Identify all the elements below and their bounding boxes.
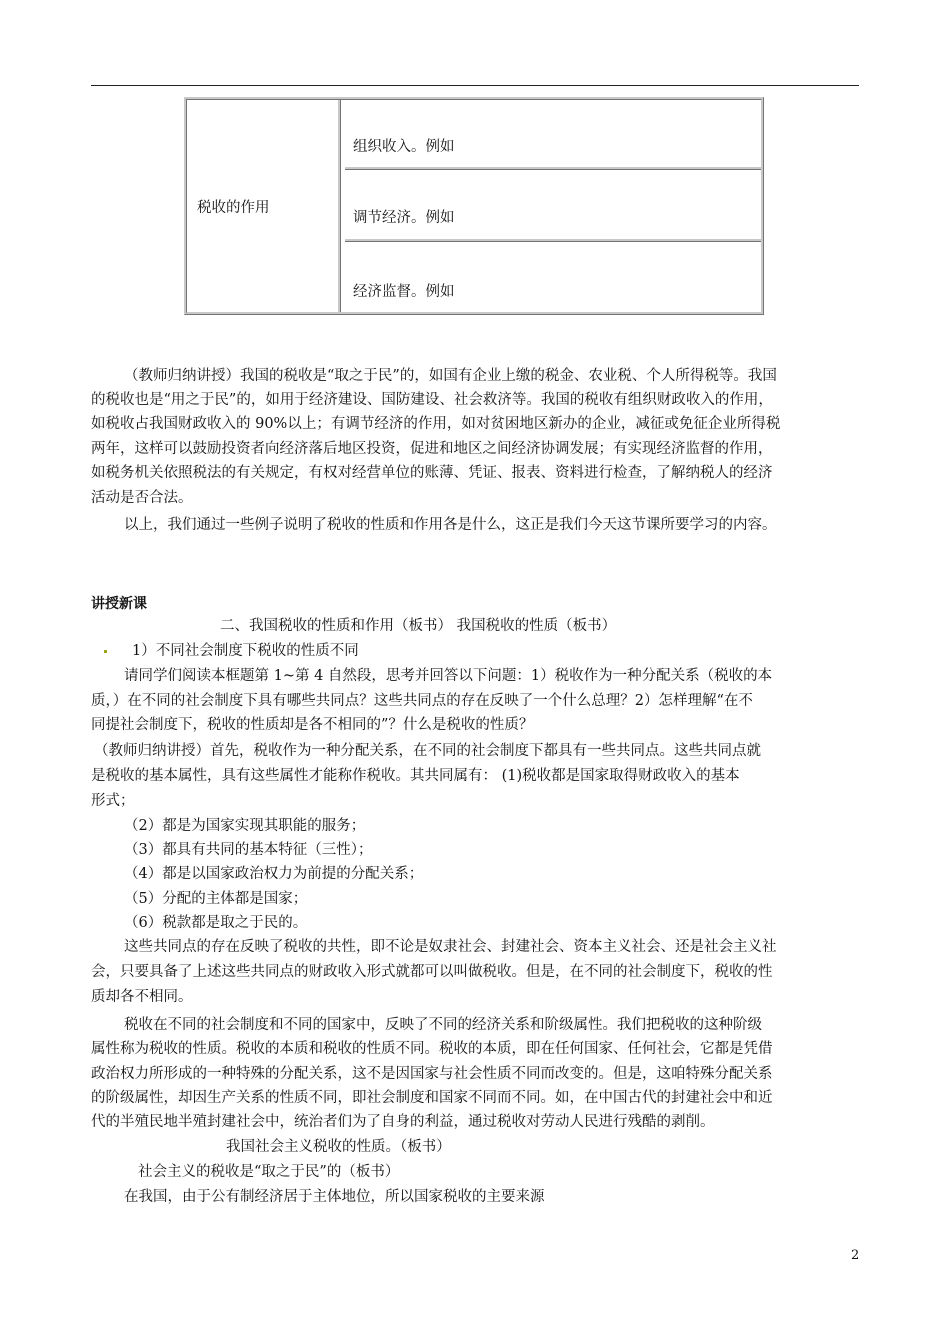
answer-line: （教师归纳讲授）首先，税收作为一种分配关系，在不同的社会制度下都具有一些共同点。这些共同点就 xyxy=(94,743,761,759)
item-heading: 1）不同社会制度下税收的性质不同 xyxy=(132,643,359,659)
answer-line: 形式； xyxy=(91,793,135,809)
page-number: 2 xyxy=(851,1248,860,1263)
point-item: （5）分配的主体都是国家； xyxy=(124,891,308,907)
nature-line: 税收在不同的社会制度和不同的国家中，反映了不同的经济关系和阶级属性。我们把税收的这种阶级 xyxy=(124,1017,762,1033)
point-item: （6）税款都是取之于民的。 xyxy=(124,915,308,931)
section-heading: 讲授新课 xyxy=(91,596,147,612)
nature-line: 属性称为税收的性质。税收的本质和税收的性质不同。税收的本质，即在任何国家、任何社会，它都是凭借 xyxy=(91,1041,773,1057)
intro-line: 如税收占我国财政收入的 90%以上；有调节经济的作用，如对贫困地区新办的企业，减征或免征企业所得税 xyxy=(91,416,781,432)
point-item: （3）都具有共同的基本特征（三性）； xyxy=(124,842,373,858)
table-row-label: 税收的作用 xyxy=(187,100,341,312)
table-cell-supervise: 经济监督。例如 xyxy=(353,283,455,300)
intro-line: （教师归纳讲授）我国的税收是“取之于民”的，如国有企业上缴的税金、农业税、个人所得税等。我国 xyxy=(124,368,777,384)
point-item: （2）都是为国家实现其职能的服务； xyxy=(124,818,366,834)
common-line: 这些共同点的存在反映了税收的共性，即不论是奴隶社会、封建社会、资本主义社会、还是社会主义社 xyxy=(124,939,777,955)
common-line: 质却各不相同。 xyxy=(91,989,193,1005)
header-rule xyxy=(91,85,859,86)
nature-line: 代的半殖民地半殖封建社会中，统治者们为了自身的利益，通过税收对劳动人民进行残酷的剥削。 xyxy=(91,1114,715,1130)
intro-line: 两年，这样可以鼓励投资者向经济落后地区投资，促进和地区之间经济协调发展；有实现经济监督的作用， xyxy=(91,441,773,457)
intro-line: 活动是否合法。 xyxy=(91,490,193,506)
point-item: （4）都是以国家政治权力为前提的分配关系； xyxy=(124,866,424,882)
table-cell-revenue: 组织收入。例如 xyxy=(345,102,761,170)
intro-summary: 以上，我们通过一些例子说明了税收的性质和作用各是什么，这正是我们今天这节课所要学习的内容。 xyxy=(124,517,777,533)
socialist-title: 我国社会主义税收的性质。（板书） xyxy=(226,1139,451,1155)
tax-role-table xyxy=(184,97,764,315)
answer-line: 是税收的基本属性，具有这些属性才能称作税收。其共同属有： (1)税收都是国家取得财政收入的基本 xyxy=(91,768,740,784)
socialist-subtitle: 社会主义的税收是“取之于民”的（板书） xyxy=(138,1164,400,1180)
question-line: 请同学们阅读本框题第 1~第 4 自然段，思考并回答以下问题：1）税收作为一种分配关系（税收的本 xyxy=(124,668,773,684)
intro-line: 的税收也是“用之于民”的，如用于经济建设、国防建设、社会救济等。我国的税收有组织财政收入的作用， xyxy=(91,392,773,408)
question-line: 质，）在不同的社会制度下具有哪些共同点？这些共同点的存在反映了一个什么总理？2）怎样理解“在不 xyxy=(91,693,753,709)
common-line: 会，只要具备了上述这些共同点的财政收入形式就都可以叫做税收。但是，在不同的社会制度下，税收的性 xyxy=(91,964,773,980)
section-subtitle: 二、我国税收的性质和作用（板书） 我国税收的性质（板书） xyxy=(220,618,617,634)
table-cell-regulate: 调节经济。例如 xyxy=(345,172,761,242)
nature-line: 政治权力所形成的一种特殊的分配关系，这不是因国家与社会性质不同而改变的。但是，这咱特殊分配关系 xyxy=(91,1066,773,1082)
bullet-mark xyxy=(104,650,107,653)
question-line: 同提社会制度下，税收的性质却是各不相同的”？什么是税收的性质？ xyxy=(91,717,534,733)
closing-line: 在我国，由于公有制经济居于主体地位，所以国家税收的主要来源 xyxy=(124,1189,545,1205)
intro-line: 如税务机关依照税法的有关规定，有权对经营单位的账薄、凭证、报表、资料进行检查，了解纳税人的经济 xyxy=(91,465,773,481)
nature-line: 的阶级属性，却因生产关系的性质不同，即社会制度和国家不同而不同。如，在中国古代的封建社会中和近 xyxy=(91,1090,773,1106)
